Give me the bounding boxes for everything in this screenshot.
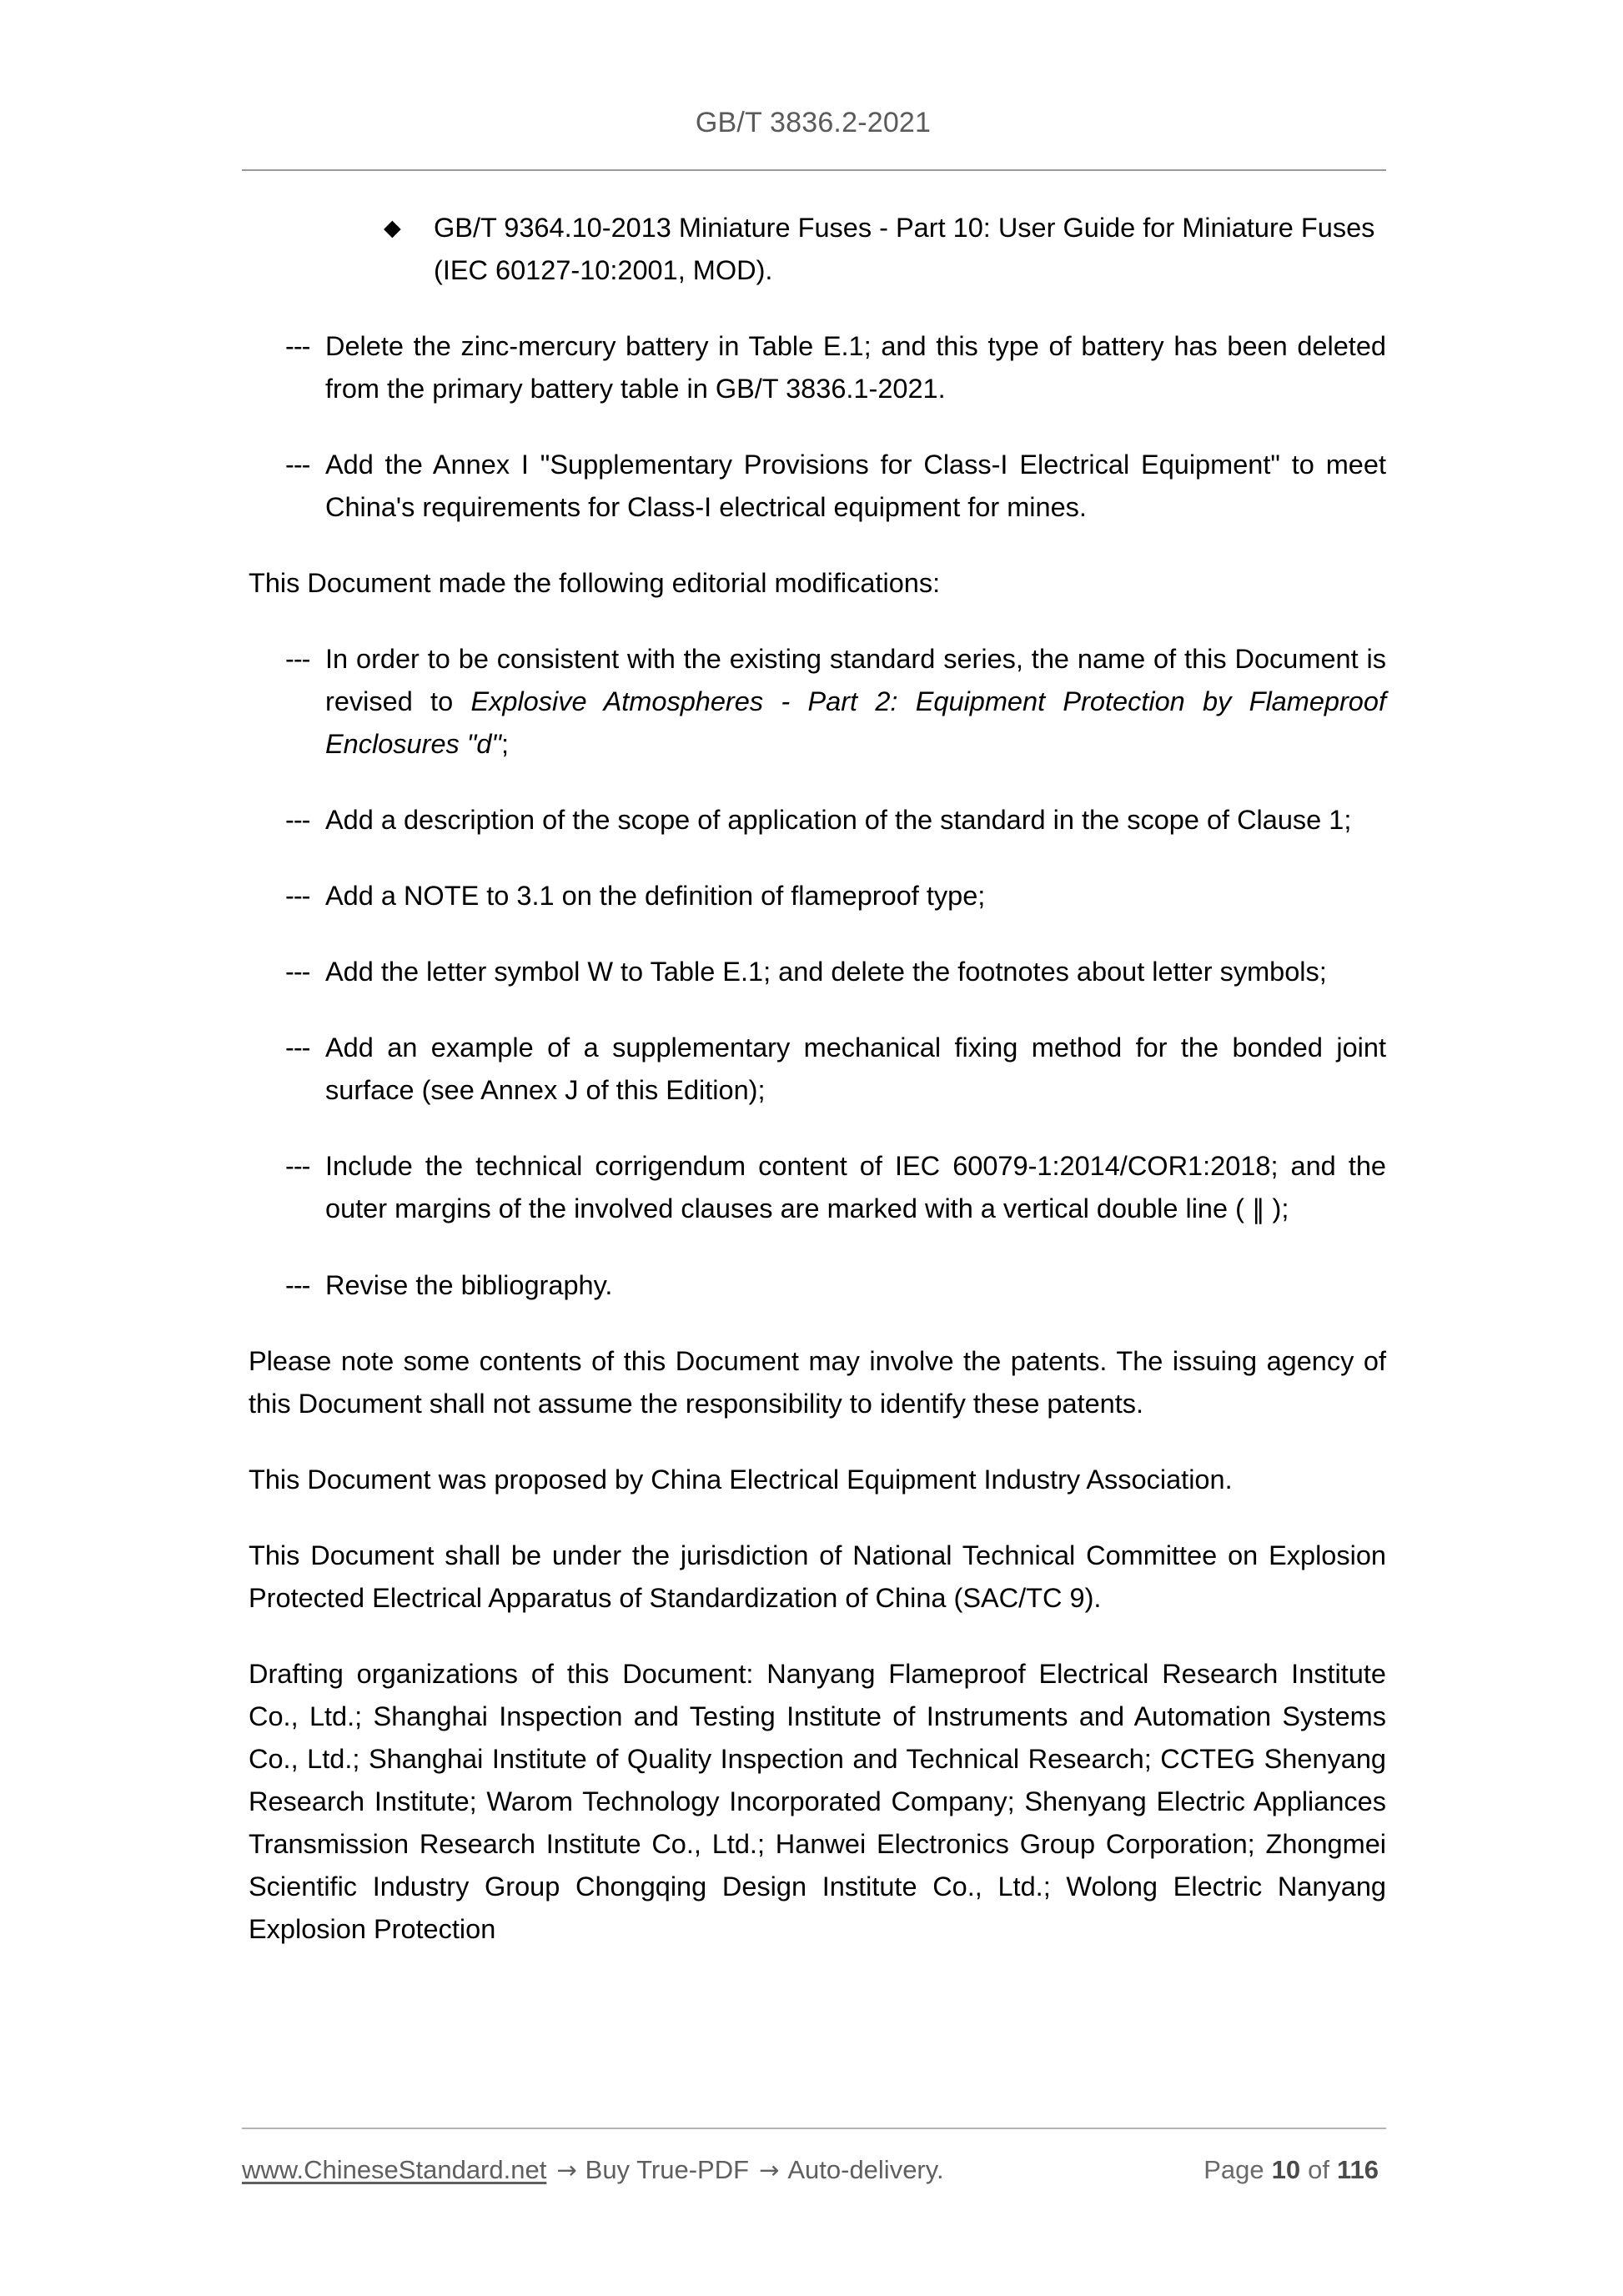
dash-marker: ---: [285, 450, 310, 480]
header-title: GB/T 3836.2-2021: [695, 107, 932, 138]
proposed-by-paragraph: This Document was proposed by China Electrical Equipment Industry Association.: [249, 1465, 1233, 1495]
footer-auto-delivery-label: Auto-delivery.: [787, 2155, 944, 2184]
current-page-number: 10: [1271, 2155, 1301, 2184]
page-header: [242, 108, 1384, 137]
page-footer: [242, 2150, 1386, 2190]
list-item-text: GB/T 9364.10-2013 Miniature Fuses - Part 10: User Guide for Miniature Fuses (IEC 60127-10:2001, MOD).: [434, 213, 1375, 285]
list-item-corrigendum: [249, 1145, 1386, 1231]
corrigendum-text-post: );: [1264, 1193, 1289, 1223]
page-indicator: [1203, 2155, 1386, 2185]
list-item-editorial-4: [249, 951, 1386, 993]
page-label: Page: [1203, 2155, 1264, 2184]
list-item-technical-2: [249, 444, 1386, 529]
standard-title-italic: Explosive Atmospheres - Part 2: Equipment Protection by Flameproof Enclosures "d": [325, 686, 1386, 759]
list-item-editorial-5: [249, 1027, 1386, 1112]
list-item-diamond-reference: [249, 207, 1386, 292]
list-item-text: Add an example of a supplementary mechanical fixing method for the bonded joint surface (see Annex J of this Edition);: [325, 1032, 1386, 1105]
list-item-technical-1: [249, 325, 1386, 410]
jurisdiction-paragraph: This Document shall be under the jurisdiction of National Technical Committee on Explosion Protected Electrical Apparatus of Standardization of China (SAC/TC 9).: [249, 1540, 1386, 1613]
list-item-text: [325, 638, 1386, 766]
dash-marker: ---: [285, 881, 310, 911]
editorial-text-post: ;: [500, 729, 509, 759]
corrigendum-text-pre: Include the technical corrigendum content of IEC 60079-1:2014/COR1:2018; and the outer margins of the involved clauses are marked with a vertical double line (: [325, 1151, 1386, 1223]
arrow-right-icon: →: [759, 2156, 780, 2184]
dash-marker: ---: [285, 1151, 310, 1181]
list-item-text: Revise the bibliography.: [325, 1270, 613, 1300]
editorial-text-pre: In order to be consistent with the existing standard series, the name of this Document is revised to: [325, 644, 1386, 716]
list-item-text: Add the letter symbol W to Table E.1; and delete the footnotes about letter symbols;: [325, 957, 1327, 987]
header-divider: [242, 169, 1386, 171]
list-item-text: Add a NOTE to 3.1 on the definition of flameproof type;: [325, 881, 986, 911]
list-item-text: Delete the zinc-mercury battery in Table E.1; and this type of battery has been deleted from the primary battery table in GB/T 3836.1-2021.: [325, 331, 1386, 404]
total-page-count: 116: [1336, 2155, 1379, 2184]
list-item-editorial-1: [249, 638, 1386, 766]
diamond-bullet-icon: ◆: [384, 215, 401, 240]
double-vertical-line-icon: ‖: [1251, 1194, 1265, 1224]
of-label: of: [1308, 2155, 1329, 2184]
dash-marker: ---: [285, 805, 310, 835]
footer-divider: [242, 2128, 1386, 2129]
drafting-organizations-paragraph: Drafting organizations of this Document: Nanyang Flameproof Electrical Research Institute Co., Ltd.; Shanghai Inspection and Testing Institute of Instruments and Automation Systems Co., Ltd.; Shanghai Institute of Quality Inspection and Technical Research; CCTEG Shenyang Research Institute; Warom Technology Incorporated Company; Shenyang Electric Appliances Transmission Research Institute Co., Ltd.; Hanwei Electronics Group Corporation; Zhongmei Scientific Industry Group Chongqing Design Institute Co., Ltd.; Wolong Electric Nanyang Explosion Protection: [249, 1659, 1386, 1944]
dash-marker: ---: [285, 644, 310, 674]
list-item-editorial-2: [249, 799, 1386, 842]
arrow-right-icon: →: [556, 2156, 577, 2184]
dash-marker: ---: [285, 957, 310, 987]
list-item-editorial-3: [249, 875, 1386, 917]
footer-buy-true-pdf-label: Buy True-PDF: [585, 2155, 750, 2184]
editorial-intro-paragraph: This Document made the following editorial modifications:: [249, 568, 941, 598]
dash-marker: ---: [285, 331, 310, 361]
list-item-text: [325, 1145, 1386, 1231]
document-body: [249, 207, 1386, 1951]
list-item-bibliography: [249, 1264, 1386, 1307]
chinese-standard-website-link[interactable]: www.ChineseStandard.net: [242, 2155, 547, 2184]
dash-marker: ---: [285, 1270, 310, 1300]
patents-note-paragraph: Please note some contents of this Document may involve the patents. The issuing agency of this Document shall not assume the responsibility to identify these patents.: [249, 1346, 1386, 1419]
dash-marker: ---: [285, 1032, 310, 1063]
list-item-text: Add a description of the scope of application of the standard in the scope of Clause 1;: [325, 805, 1352, 835]
list-item-text: Add the Annex I "Supplementary Provisions for Class-I Electrical Equipment" to meet China's requirements for Class-I electrical equipment for mines.: [325, 450, 1386, 522]
